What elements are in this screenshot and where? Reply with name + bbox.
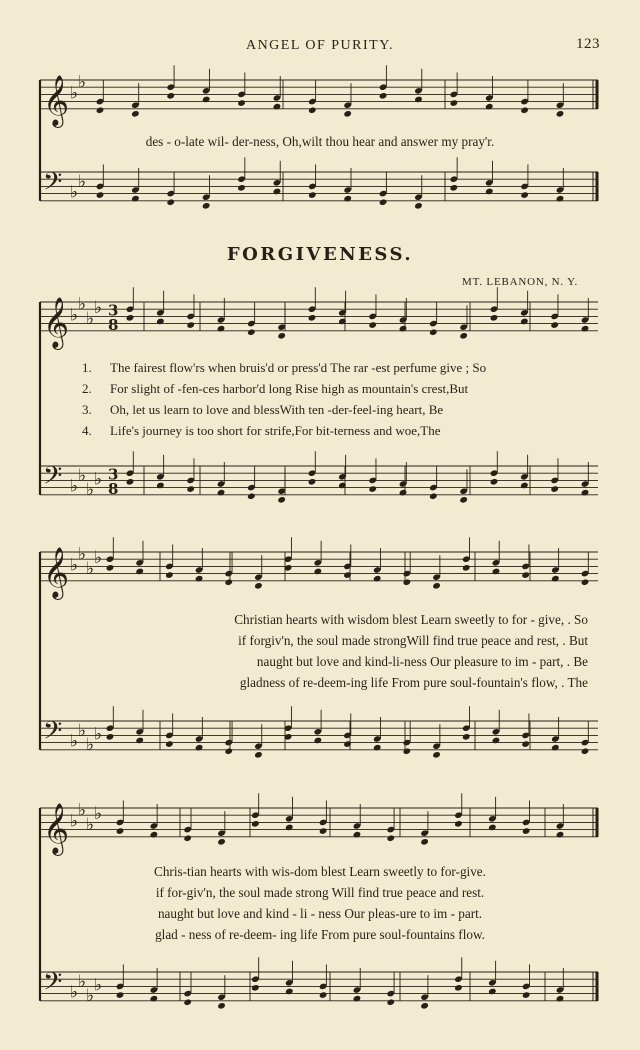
- note-head: [485, 188, 494, 196]
- note-head: [183, 998, 192, 1006]
- page-number: 123: [576, 36, 600, 52]
- flat-icon: ♭: [70, 476, 79, 497]
- note-head: [462, 733, 471, 741]
- note-head: [581, 489, 590, 497]
- note-head: [581, 325, 590, 333]
- note-head: [314, 568, 323, 576]
- note-head: [308, 191, 317, 199]
- verse-4-line-1: 4. Life's journey is too short for strife,For bit-terness and woe,The: [82, 423, 441, 438]
- final-barline-thick: [596, 808, 599, 837]
- note-head: [420, 838, 429, 846]
- note-head: [556, 195, 565, 203]
- note-head: [277, 496, 286, 504]
- note-head: [368, 321, 377, 329]
- verse-1-line-2: Christian hearts with wisdom blest Learn sweetly to for - give, . So: [234, 612, 588, 627]
- flat-icon: ♭: [70, 182, 79, 203]
- final-barline-thick: [596, 972, 599, 1001]
- time-sig-top: 3: [108, 465, 119, 484]
- flat-icon: ♭: [94, 804, 103, 825]
- final-barline-thick: [596, 80, 599, 109]
- note-head: [217, 838, 226, 846]
- note-head: [521, 740, 530, 748]
- treble-clef-icon: 𝄞: [43, 802, 70, 854]
- flat-icon: ♭: [78, 800, 87, 821]
- note-head: [308, 314, 317, 322]
- note-head: [106, 733, 115, 741]
- note-head: [195, 744, 204, 752]
- note-head: [373, 744, 382, 752]
- note-head: [485, 103, 494, 111]
- note-head: [490, 478, 499, 486]
- note-head: [490, 314, 499, 322]
- composer-credit: MT. LEBANON, N. Y.: [462, 276, 578, 288]
- note-head: [521, 571, 530, 579]
- verse-3-line-2: naught but love and kind-li-ness Our pleasure to im - part, . Be: [256, 654, 588, 669]
- note-head: [551, 575, 560, 583]
- note-head: [459, 332, 468, 340]
- note-head: [373, 575, 382, 583]
- note-head: [488, 988, 497, 996]
- note-head: [126, 314, 135, 322]
- note-head: [492, 737, 501, 745]
- note-head: [399, 325, 408, 333]
- note-head: [403, 578, 412, 586]
- note-head: [556, 995, 565, 1003]
- bass-clef-icon: 𝄢: [43, 967, 63, 1003]
- note-head: [186, 485, 195, 493]
- note-head: [551, 744, 560, 752]
- note-head: [520, 191, 529, 199]
- flat-icon: ♭: [70, 555, 79, 576]
- note-head: [522, 827, 531, 835]
- treble-clef-icon: 𝄞: [43, 546, 70, 598]
- note-head: [343, 195, 352, 203]
- note-head: [459, 496, 468, 504]
- note-head: [247, 492, 256, 500]
- note-head: [454, 820, 463, 828]
- note-head: [319, 827, 328, 835]
- verse-3-line-3: naught but love and kind - li - ness Our pleas-ure to im - part.: [157, 906, 483, 921]
- note-head: [224, 747, 233, 755]
- note-head: [429, 328, 438, 336]
- note-head: [254, 582, 263, 590]
- bass-clef-icon: 𝄢: [43, 461, 63, 497]
- note-head: [217, 325, 226, 333]
- note-head: [520, 106, 529, 114]
- note-head: [386, 834, 395, 842]
- note-head: [135, 568, 144, 576]
- running-title: ANGEL OF PURITY.: [245, 38, 395, 53]
- note-head: [277, 332, 286, 340]
- note-head: [285, 824, 294, 832]
- note-head: [522, 991, 531, 999]
- flat-icon: ♭: [94, 469, 103, 490]
- note-head: [273, 188, 282, 196]
- verse-2-line-1: 2. For slight of -fen-ces harbor'd long Rise high as mountain's crest,But: [82, 381, 469, 396]
- note-head: [224, 578, 233, 586]
- note-head: [414, 202, 423, 210]
- note-head: [450, 99, 459, 107]
- note-head: [353, 831, 362, 839]
- verse-1-line-1: 1. The fairest flow'rs when bruis'd or press'd The rar -est perfume give ; So: [82, 360, 487, 375]
- flat-icon: ♭: [86, 480, 95, 501]
- verse-1-line-3: Chris-tian hearts with wis-dom blest Learn sweetly to for-give.: [154, 864, 486, 879]
- verse-3-line-1: 3. Oh, let us learn to love and blessWith ten -der-feel-ing heart, Be: [82, 402, 444, 417]
- verse-4-line-3: glad - ness of re-deem- ing life From pure soul-fountains flow.: [155, 927, 485, 942]
- top-system-lyric: des - o-late wil- der-ness, Oh,wilt thou hear and answer my pray'r.: [145, 134, 495, 149]
- note-head: [150, 831, 159, 839]
- flat-icon: ♭: [78, 72, 87, 93]
- flat-icon: ♭: [78, 971, 87, 992]
- note-head: [403, 747, 412, 755]
- time-sig-bottom: 8: [108, 479, 119, 498]
- note-head: [166, 198, 175, 206]
- note-head: [273, 103, 282, 111]
- note-head: [454, 984, 463, 992]
- flat-icon: ♭: [78, 544, 87, 565]
- flat-icon: ♭: [94, 975, 103, 996]
- note-head: [429, 492, 438, 500]
- flat-icon: ♭: [86, 986, 95, 1007]
- flat-icon: ♭: [94, 724, 103, 745]
- note-head: [488, 824, 497, 832]
- note-head: [166, 92, 175, 100]
- flat-icon: ♭: [86, 559, 95, 579]
- note-head: [131, 195, 140, 203]
- note-head: [195, 575, 204, 583]
- note-head: [308, 106, 317, 114]
- verse-2-line-3: if for-giv'n, the soul made strong Will find true peace and rest.: [155, 885, 485, 900]
- flat-icon: ♭: [70, 83, 79, 104]
- flat-icon: ♭: [86, 309, 95, 329]
- flat-icon: ♭: [70, 982, 79, 1003]
- flat-icon: ♭: [94, 298, 103, 319]
- note-head: [254, 751, 263, 759]
- note-head: [116, 991, 125, 999]
- note-head: [556, 110, 565, 118]
- final-barline-thick: [596, 172, 599, 201]
- flat-icon: ♭: [70, 731, 79, 752]
- note-head: [319, 991, 328, 999]
- note-head: [399, 489, 408, 497]
- note-head: [550, 321, 559, 329]
- note-head: [556, 831, 565, 839]
- flat-icon: ♭: [86, 735, 95, 756]
- note-head: [217, 489, 226, 497]
- note-head: [386, 998, 395, 1006]
- note-head: [106, 564, 115, 572]
- note-head: [285, 988, 294, 996]
- time-sig-top: 3: [108, 301, 119, 320]
- note-head: [131, 110, 140, 118]
- note-head: [156, 318, 165, 326]
- note-head: [202, 96, 211, 104]
- note-head: [353, 995, 362, 1003]
- note-head: [202, 202, 211, 210]
- note-head: [237, 99, 246, 107]
- note-head: [368, 485, 377, 493]
- note-head: [581, 747, 590, 755]
- note-head: [432, 751, 441, 759]
- note-head: [379, 198, 388, 206]
- bass-clef-icon: 𝄢: [43, 716, 63, 752]
- note-head: [520, 318, 529, 326]
- note-head: [251, 820, 260, 828]
- time-sig-bottom: 8: [108, 315, 119, 334]
- note-head: [150, 995, 159, 1003]
- verse-4-line-2: gladness of re-deem-ing life From pure soul-fountain's flow, . The: [239, 675, 588, 690]
- flat-icon: ♭: [78, 171, 87, 192]
- note-head: [116, 827, 125, 835]
- flat-icon: ♭: [78, 465, 87, 486]
- song-title: FORGIVENESS.: [226, 244, 414, 265]
- flat-icon: ♭: [86, 815, 95, 835]
- note-head: [379, 92, 388, 100]
- note-head: [343, 740, 352, 748]
- note-head: [550, 485, 559, 493]
- note-head: [165, 571, 174, 579]
- note-head: [96, 106, 105, 114]
- note-head: [135, 737, 144, 745]
- note-head: [251, 984, 260, 992]
- note-head: [581, 578, 590, 586]
- note-head: [308, 478, 317, 486]
- note-head: [156, 482, 165, 490]
- verse-2-line-2: if forgiv'n, the soul made strongWill find true peace and rest, . But: [238, 633, 588, 648]
- note-head: [414, 96, 423, 104]
- flat-icon: ♭: [70, 305, 79, 326]
- bass-clef-icon: 𝄢: [43, 167, 63, 203]
- note-head: [343, 571, 352, 579]
- note-head: [520, 482, 529, 490]
- note-head: [247, 328, 256, 336]
- note-head: [186, 321, 195, 329]
- note-head: [183, 834, 192, 842]
- flat-icon: ♭: [70, 811, 79, 832]
- note-head: [314, 737, 323, 745]
- note-head: [343, 110, 352, 118]
- note-head: [217, 1002, 226, 1010]
- note-head: [450, 184, 459, 192]
- flat-icon: ♭: [78, 720, 87, 741]
- note-head: [432, 582, 441, 590]
- note-head: [96, 191, 105, 199]
- flat-icon: ♭: [94, 548, 103, 569]
- note-head: [237, 184, 246, 192]
- note-head: [420, 1002, 429, 1010]
- note-head: [126, 478, 135, 486]
- note-head: [165, 740, 174, 748]
- treble-clef-icon: 𝄞: [43, 296, 70, 348]
- flat-icon: ♭: [78, 294, 87, 315]
- note-head: [462, 564, 471, 572]
- treble-clef-icon: 𝄞: [43, 74, 70, 126]
- note-head: [492, 568, 501, 576]
